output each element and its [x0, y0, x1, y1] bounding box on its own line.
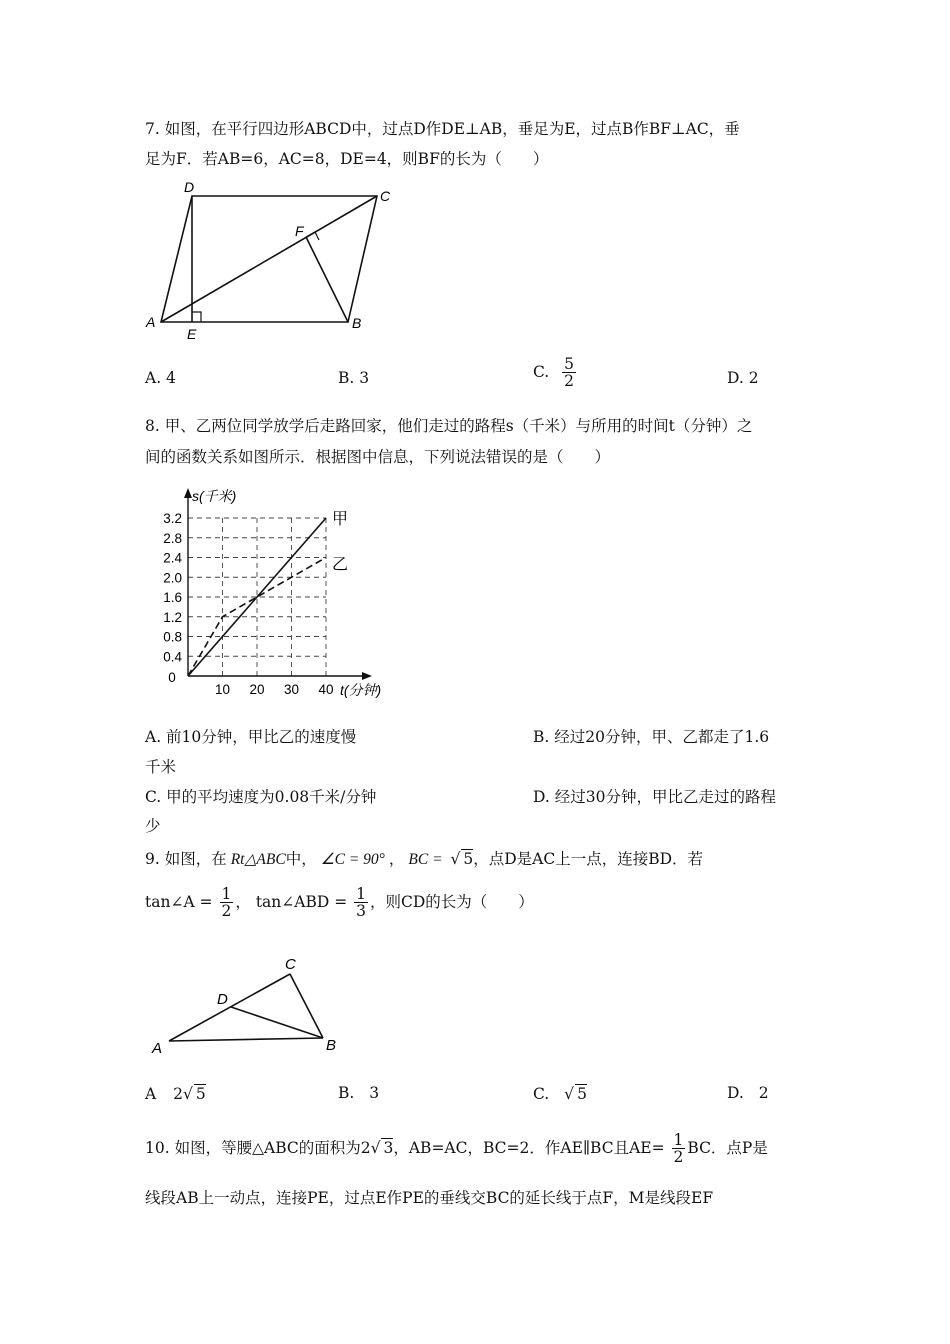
label-a: A	[146, 314, 156, 330]
fraction-denominator: 3	[356, 902, 367, 921]
q7-option-c	[533, 356, 578, 390]
y-axis-label: s(千米)	[192, 488, 237, 504]
q10-text-line2: 线段AB上一动点，连接PE，过点E作PE的垂线交BC的延长线于点F，M是线段EF	[145, 1189, 714, 1207]
q8-option-b-line2: 千米	[145, 758, 177, 776]
q9-triangle: △ABC	[244, 851, 286, 868]
fraction-numerator: 1	[221, 885, 232, 903]
q10-ae-fraction	[672, 1132, 686, 1166]
q9-triangle-figure	[145, 950, 355, 1060]
origin-label: 0	[168, 670, 176, 685]
option-radicand: 5	[195, 1085, 206, 1103]
x-tick-label: 40	[318, 682, 334, 697]
label-a: A	[152, 1040, 163, 1057]
label-b: B	[326, 1037, 337, 1054]
option-prefix: D.	[727, 1084, 744, 1102]
label-d: D	[217, 991, 228, 1008]
y-tick-label: 0.8	[163, 629, 182, 645]
fraction-numerator: 5	[564, 355, 575, 373]
fraction-numerator: 1	[356, 885, 367, 903]
segment-ab	[169, 1038, 323, 1041]
q9-bc-radicand: 5	[463, 850, 474, 868]
fraction-numerator: 1	[673, 1131, 684, 1149]
label-b: B	[352, 315, 362, 331]
option-value: 3	[369, 1084, 380, 1102]
q7-option-b: B. 3	[338, 369, 370, 387]
option-prefix: C.	[533, 1085, 550, 1103]
q8-option-c: C. 甲的平均速度为0.08千米/分钟	[145, 788, 377, 806]
fraction-denominator: 2	[221, 902, 232, 921]
option-prefix: B.	[338, 1084, 355, 1102]
q7-option-d: D. 2	[727, 369, 759, 387]
q9-text-line1: 9. 如图，在 Rt△ABC中， ∠C = 90° ， BC = √ 5，点D是AC上一点，连接BD．若	[145, 850, 704, 868]
q8-option-a: A. 前10分钟，甲比乙的速度慢	[145, 728, 357, 746]
y-tick-label: 2.8	[163, 530, 182, 546]
series-label: 乙	[332, 556, 349, 574]
diagonal-ac	[161, 196, 377, 322]
q9-tan-a-fraction	[220, 886, 234, 920]
segment-bf	[306, 237, 348, 322]
q10-part-a: 10. 如图，等腰△ABC的面积为2	[145, 1138, 371, 1157]
option-radicand: 5	[577, 1085, 587, 1103]
q9-suffix: ，点D是AC上一点，连接BD．若	[473, 850, 704, 868]
q8-distance-time-chart	[150, 480, 410, 705]
y-axis-arrow	[184, 488, 192, 498]
x-tick-label: 20	[249, 682, 265, 697]
right-angle-mark-e	[192, 312, 201, 322]
x-axis-label: t(分钟)	[340, 682, 382, 698]
fraction-denominator: 2	[564, 372, 575, 391]
y-tick-label: 2.0	[163, 570, 182, 586]
segment-ac	[169, 974, 290, 1041]
label-c: C	[285, 956, 296, 973]
label-c: C	[380, 188, 391, 204]
right-angle-mark-f	[306, 232, 319, 240]
y-tick-label: 3.2	[163, 511, 182, 526]
q10-part-c: BC．点P是	[687, 1138, 768, 1157]
q9-tan-abd-label: tan∠ABD =	[255, 892, 348, 911]
q7-parallelogram-figure	[140, 175, 400, 345]
option-value: 2	[758, 1084, 769, 1102]
q9-option-b	[338, 1084, 379, 1102]
label-f: F	[295, 223, 304, 239]
q8-text-line1: 8. 甲、乙两位同学放学后走路回家，他们走过的路程s（千米）与所用的时间t（分钟）之	[145, 417, 753, 435]
q9-prefix: 9. 如图，在	[145, 850, 227, 868]
label-d: D	[184, 179, 195, 195]
q8-option-d-line2: 少	[145, 817, 161, 835]
q8-text-line2: 间的函数关系如图所示．根据图中信息，下列说法错误的是（ ）	[145, 448, 611, 466]
q7-option-c-prefix: C.	[533, 362, 550, 381]
fraction-denominator: 2	[673, 1148, 684, 1167]
x-axis-arrow	[362, 672, 372, 680]
q10-text-line1: 10. 如图，等腰△ABC的面积为2√ 3，AB=AC，BC=2．作AE∥BC且AE= $\frac{1}{2}$ BC．点P是	[145, 1131, 768, 1167]
q7-option-a: A. 4	[145, 369, 176, 387]
q9-tan-abd-fraction	[354, 886, 368, 920]
q7-option-c-fraction	[562, 356, 576, 390]
q9-option-d	[727, 1084, 769, 1102]
q9-option-a: A 2√ 5	[145, 1085, 206, 1103]
option-prefix: A	[145, 1085, 157, 1103]
q9-option-c: C. √ 5	[533, 1085, 587, 1103]
q9-angle-c: ∠C = 90°	[320, 851, 385, 868]
q10-part-b: ，AB=AC，BC=2．作AE∥BC且AE=	[393, 1138, 665, 1157]
q9-mid: 中，	[285, 850, 317, 868]
x-tick-label: 10	[214, 682, 231, 697]
y-tick-label: 1.6	[163, 590, 182, 605]
series-label: 甲	[332, 511, 349, 528]
y-tick-label: 2.4	[163, 550, 182, 566]
q7-text-line1: 7. 如图，在平行四边形ABCD中，过点D作DE⊥AB，垂足为E，过点B作BF⊥AC，垂	[145, 120, 740, 138]
q9-bc-eq: BC =	[408, 851, 443, 868]
q9-text-line2: tan∠A = $\frac{1}{2}$ ， tan∠ABD = $\frac{1}{3}$ ，则CD的长为（ ）	[145, 885, 534, 921]
q9-line2-suffix: ，则CD的长为（ ）	[370, 892, 534, 911]
q8-option-b-line1: B. 经过20分钟，甲、乙都走了1.6	[533, 728, 770, 746]
q9-tan-a-label: tan∠A =	[145, 892, 213, 911]
q8-option-d-line1: D. 经过30分钟，甲比乙走过的路程	[533, 788, 776, 806]
label-e: E	[187, 326, 197, 342]
y-tick-label: 0.4	[163, 649, 182, 665]
q10-area-radicand: 3	[383, 1138, 394, 1157]
option-coef: 2	[173, 1085, 184, 1103]
x-tick-label: 30	[283, 682, 300, 697]
y-tick-label: 1.2	[163, 609, 182, 625]
q9-rt: Rt	[230, 851, 245, 868]
q7-text-line2: 足为F．若AB=6，AC=8，DE=4，则BF的长为（ ）	[145, 150, 549, 168]
